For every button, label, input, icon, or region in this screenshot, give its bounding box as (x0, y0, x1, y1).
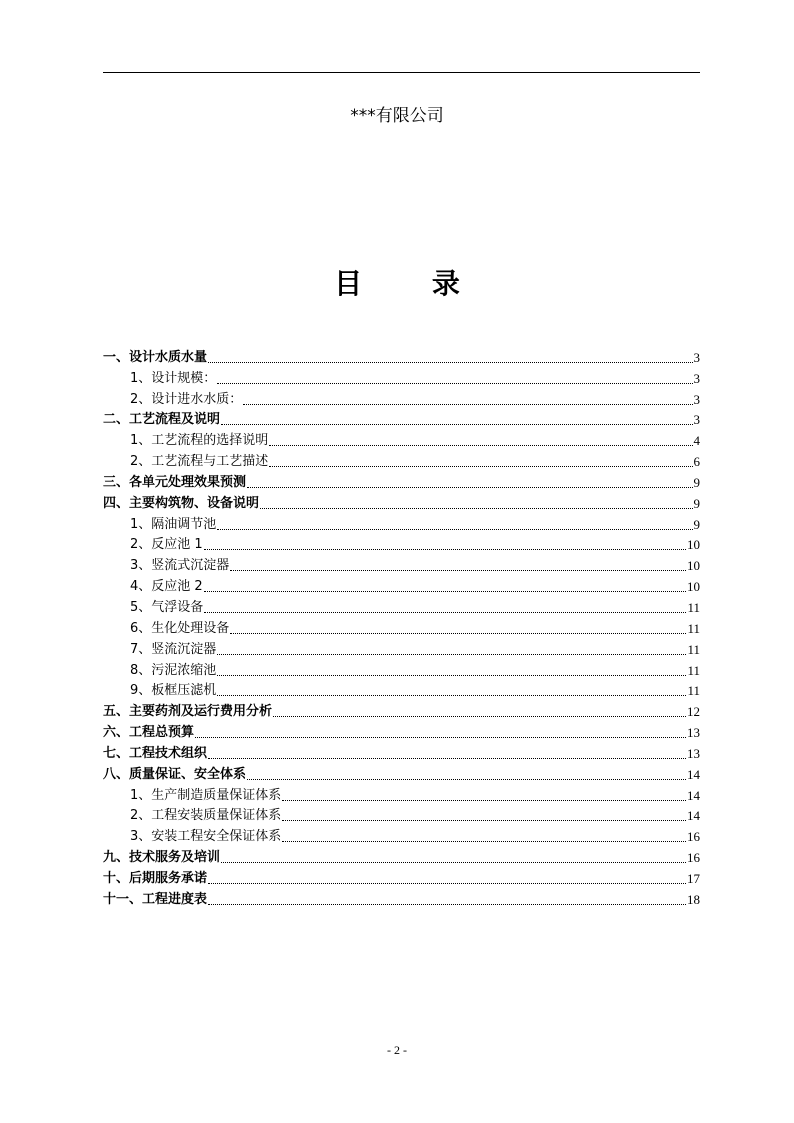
toc-entry-title: 1、设计规模： (130, 370, 217, 386)
toc-subsection-entry[interactable] (103, 804, 700, 825)
toc-entry-page: 11 (687, 662, 700, 678)
toc-entry-title: 一、设计水质水量 (103, 349, 208, 365)
toc-dot-leader (217, 675, 686, 676)
toc-section-entry[interactable] (103, 408, 700, 429)
toc-subsection-entry[interactable] (103, 449, 700, 470)
toc-dot-leader (230, 633, 686, 634)
toc-dot-leader (217, 383, 692, 384)
toc-entry-page: 3 (693, 391, 700, 407)
toc-entry-title: 9、板框压滤机 (130, 683, 217, 699)
toc-subsection-entry[interactable] (103, 366, 700, 387)
toc-section-entry[interactable] (103, 741, 700, 762)
toc-entry-page: 3 (693, 349, 700, 365)
header-rule (103, 72, 700, 73)
toc-dot-leader (282, 841, 686, 842)
toc-entry-page: 11 (687, 620, 700, 636)
toc-entry-title: 6、生化处理设备 (130, 620, 230, 636)
toc-dot-leader (204, 612, 686, 613)
toc-entry-title: 1、工艺流程的选择说明 (130, 433, 269, 449)
toc-dot-leader (208, 362, 692, 363)
toc-entry-page: 9 (693, 495, 700, 511)
toc-entry-title: 六、工程总预算 (103, 725, 195, 741)
toc-dot-leader (269, 445, 692, 446)
toc-entry-title: 十一、工程进度表 (103, 891, 208, 907)
toc-dot-leader (221, 862, 686, 863)
toc-subsection-entry[interactable] (103, 783, 700, 804)
table-of-contents (103, 345, 700, 908)
toc-entry-page: 10 (687, 558, 700, 574)
toc-entry-title: 4、反应池 2 (130, 579, 203, 595)
toc-dot-leader (247, 487, 692, 488)
page-number: - 2 - (387, 1043, 407, 1057)
toc-section-entry[interactable] (103, 887, 700, 908)
toc-subsection-entry[interactable] (103, 637, 700, 658)
toc-entry-page: 11 (687, 599, 700, 615)
toc-entry-page: 12 (687, 704, 700, 720)
toc-entry-page: 11 (687, 683, 700, 699)
toc-dot-leader (243, 404, 692, 405)
toc-dot-leader (195, 737, 686, 738)
toc-entry-title: 3、竖流式沉淀器 (130, 558, 230, 574)
toc-dot-leader (247, 779, 686, 780)
toc-entry-page: 3 (693, 370, 700, 386)
toc-entry-page: 9 (693, 516, 700, 532)
toc-dot-leader (217, 654, 686, 655)
toc-entry-title: 2、工程安装质量保证体系 (130, 808, 282, 824)
toc-section-entry[interactable] (103, 470, 700, 491)
toc-subsection-entry[interactable] (103, 553, 700, 574)
toc-entry-page: 14 (687, 766, 700, 782)
toc-entry-title: 1、生产制造质量保证体系 (130, 787, 282, 803)
toc-subsection-entry[interactable] (103, 595, 700, 616)
toc-entry-title: 四、主要构筑物、设备说明 (103, 495, 260, 511)
toc-section-entry[interactable] (103, 699, 700, 720)
toc-subsection-entry[interactable] (103, 533, 700, 554)
toc-subsection-entry[interactable] (103, 574, 700, 595)
toc-dot-leader (230, 570, 686, 571)
toc-entry-page: 9 (693, 474, 700, 490)
toc-subsection-entry[interactable] (103, 824, 700, 845)
toc-entry-page: 13 (687, 725, 700, 741)
toc-section-entry[interactable] (103, 762, 700, 783)
toc-section-entry[interactable] (103, 720, 700, 741)
toc-dot-leader (217, 695, 686, 696)
toc-entry-title: 7、竖流沉淀器 (130, 641, 217, 657)
toc-entry-title: 八、质量保证、安全体系 (103, 766, 247, 782)
toc-entry-page: 6 (693, 454, 700, 470)
toc-dot-leader (282, 800, 686, 801)
toc-entry-title: 五、主要药剂及运行费用分析 (103, 704, 273, 720)
toc-dot-leader (217, 529, 692, 530)
toc-dot-leader (204, 549, 686, 550)
toc-entry-title: 三、各单元处理效果预测 (103, 474, 247, 490)
toc-entry-title: 5、气浮设备 (130, 599, 204, 615)
toc-entry-page: 14 (687, 808, 700, 824)
toc-dot-leader (282, 820, 686, 821)
toc-section-entry[interactable] (103, 845, 700, 866)
toc-entry-title: 1、隔油调节池 (130, 516, 217, 532)
toc-entry-page: 17 (687, 870, 700, 886)
toc-dot-leader (208, 883, 686, 884)
toc-entry-title: 2、设计进水水质： (130, 391, 243, 407)
toc-entry-page: 13 (687, 745, 700, 761)
toc-entry-page: 10 (687, 579, 700, 595)
toc-dot-leader (273, 716, 686, 717)
toc-subsection-entry[interactable] (103, 512, 700, 533)
toc-title: 目 录 (334, 267, 490, 300)
toc-entry-title: 七、工程技术组织 (103, 745, 208, 761)
toc-dot-leader (269, 466, 692, 467)
toc-section-entry[interactable] (103, 866, 700, 887)
toc-subsection-entry[interactable] (103, 387, 700, 408)
toc-entry-title: 8、污泥浓缩池 (130, 662, 217, 678)
toc-entry-title: 二、工艺流程及说明 (103, 412, 221, 428)
toc-entry-page: 18 (687, 891, 700, 907)
toc-entry-page: 14 (687, 787, 700, 803)
toc-entry-page: 3 (693, 412, 700, 428)
toc-entry-page: 4 (693, 433, 700, 449)
toc-dot-leader (204, 591, 686, 592)
toc-entry-title: 九、技术服务及培训 (103, 850, 221, 866)
toc-subsection-entry[interactable] (103, 679, 700, 700)
toc-entry-page: 10 (687, 537, 700, 553)
toc-section-entry[interactable] (103, 491, 700, 512)
toc-entry-page: 16 (687, 850, 700, 866)
toc-entry-page: 11 (687, 641, 700, 657)
toc-entry-title: 2、反应池 1 (130, 537, 203, 553)
toc-entry-page: 16 (687, 829, 700, 845)
toc-dot-leader (221, 424, 692, 425)
toc-subsection-entry[interactable] (103, 658, 700, 679)
toc-entry-title: 2、工艺流程与工艺描述 (130, 454, 269, 470)
company-name: ***有限公司 (350, 106, 444, 126)
toc-dot-leader (260, 508, 692, 509)
toc-entry-title: 十、后期服务承诺 (103, 870, 208, 886)
toc-dot-leader (208, 904, 686, 905)
toc-section-entry[interactable] (103, 345, 700, 366)
toc-subsection-entry[interactable] (103, 616, 700, 637)
toc-entry-title: 3、安装工程安全保证体系 (130, 829, 282, 845)
toc-subsection-entry[interactable] (103, 428, 700, 449)
toc-dot-leader (208, 758, 686, 759)
